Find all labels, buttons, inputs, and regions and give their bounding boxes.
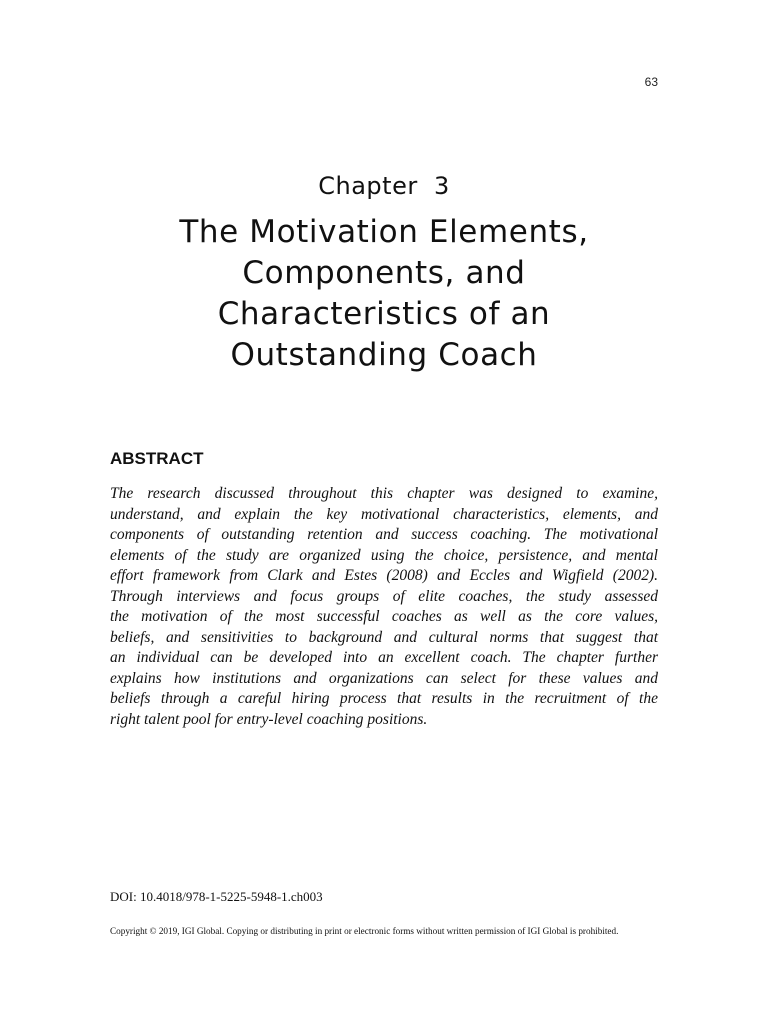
abstract-line: understand, and explain the key motivational characteristics, elements, and [110,505,658,523]
abstract-line: elements of the study are organized using the choice, persistence, and mental [110,546,658,564]
page-number: 63 [644,75,658,89]
abstract-line: Through interviews and focus groups of elite coaches, the study assessed [110,587,658,605]
abstract-line: right talent pool for entry-level coaching positions. [110,710,428,728]
chapter-title-line: The Motivation Elements, [179,214,589,250]
chapter-title-line: Characteristics of an [217,296,551,332]
chapter-title-line: Outstanding Coach [230,337,538,373]
copyright-notice: Copyright © 2019, IGI Global. Copying or distributing in print or electronic forms without written permission of IGI Global is prohibited. [110,926,619,936]
abstract-line: an individual can be developed into an excellent coach. The chapter further [110,649,658,666]
abstract-line: beliefs through a careful hiring process that results in the recruitment of the [110,690,658,707]
abstract-line: effort framework from Clark and Estes (2008) and Eccles and Wigfield (2002). [110,567,658,584]
abstract-line: components of outstanding retention and success coaching. The motivational [110,526,658,543]
abstract-body [110,484,658,730]
chapter-label: Chapter 3 [318,172,450,200]
abstract-line: the motivation of the most successful coaches as well as the core values, [110,608,658,625]
chapter-title [100,212,668,376]
doi: DOI: 10.4018/978-1-5225-5948-1.ch003 [110,889,323,904]
chapter-title-line: Components, and [242,255,526,291]
abstract-line: The research discussed throughout this chapter was designed to examine, [110,485,658,502]
abstract-heading: ABSTRACT [110,449,204,468]
abstract-line: explains how institutions and organizations can select for these values and [110,669,658,687]
abstract-line: beliefs, and sensitivities to background and cultural norms that suggest that [110,628,658,646]
